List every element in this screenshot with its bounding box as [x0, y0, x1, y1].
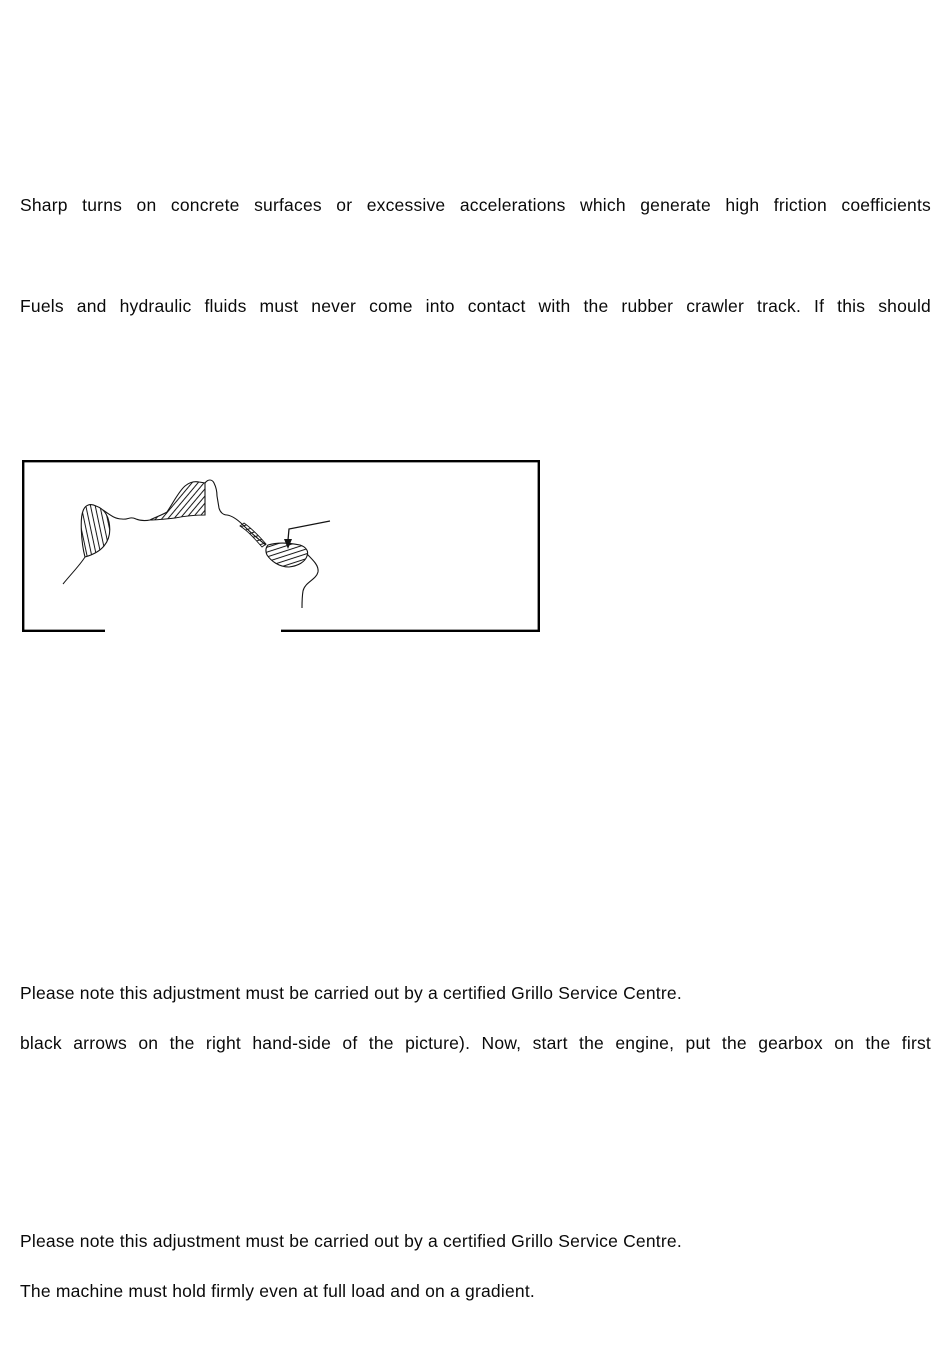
paragraph-service-note-2: Please note this adjustment must be carried out by a certified Grillo Service Centre.: [20, 1231, 682, 1251]
hatched-wear-area-middle: [150, 482, 205, 520]
callout-arrow-line: [288, 521, 330, 540]
crawler-track-sprocket-drawing: [22, 460, 540, 632]
hatched-wear-area-right: [266, 543, 308, 567]
paragraph-sharp-turns: Sharp turns on concrete surfaces or excessive accelerations which generate high friction coefficients: [20, 195, 931, 215]
hatched-wear-area-left: [81, 505, 110, 557]
sprocket-profile-left: [103, 510, 150, 521]
paragraph-fuels-fluids: Fuels and hydraulic fluids must never come into contact with the rubber crawler track. If this should: [20, 296, 931, 316]
paragraph-hold-firmly: The machine must hold firmly even at full load and on a gradient.: [20, 1281, 535, 1301]
right-tail-line: [302, 554, 318, 608]
paragraph-black-arrows: black arrows on the right hand-side of the picture). Now, start the engine, put the gearbox on the first: [20, 1033, 931, 1053]
left-tail-line: [63, 557, 85, 584]
paragraph-service-note-1: Please note this adjustment must be carried out by a certified Grillo Service Centre.: [20, 983, 682, 1003]
hatched-sliver-right: [240, 523, 266, 547]
figure-crawler-track-diagram: [22, 460, 540, 632]
